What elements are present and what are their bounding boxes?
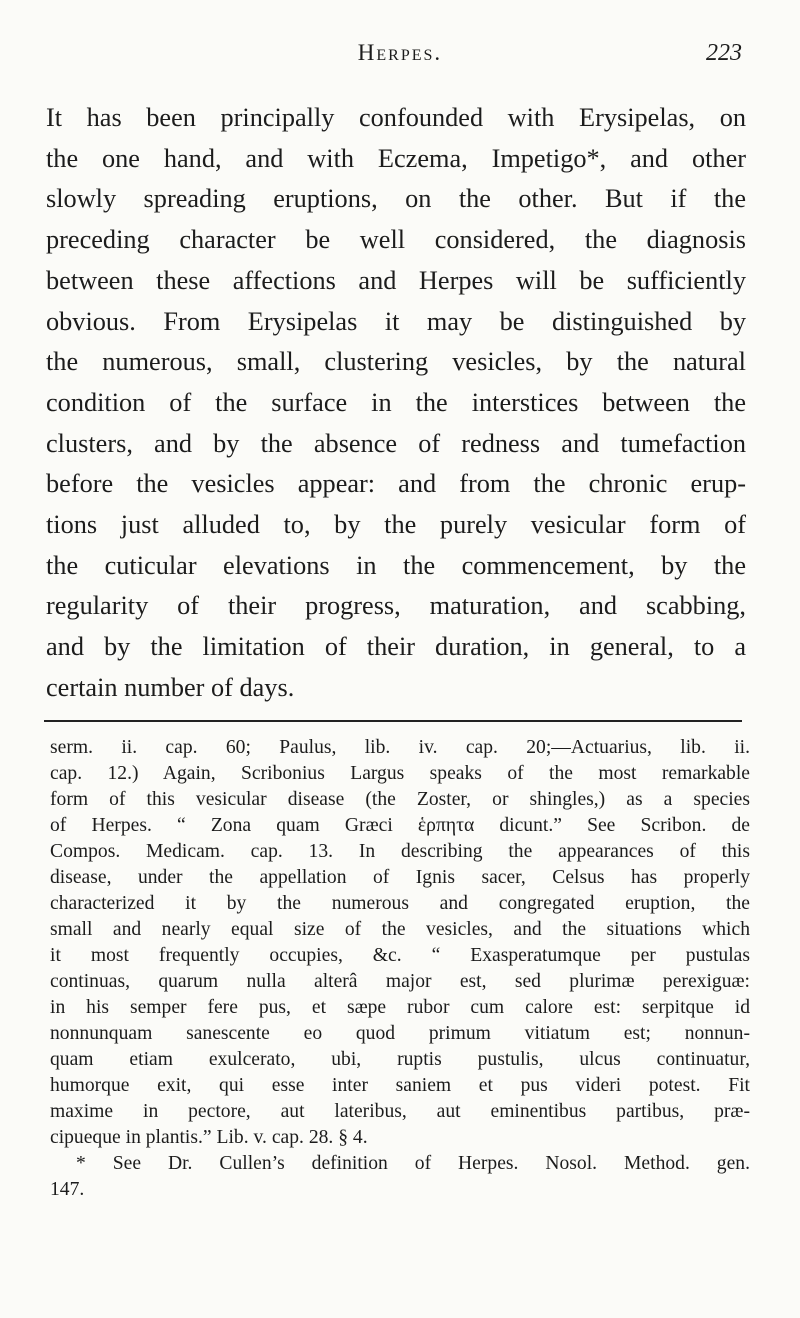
footnote-line: quam etiam exulcerato, ubi, ruptis pustulis, ulcus continuatur, bbox=[50, 1049, 750, 1070]
footnote-line: nonnunquam sanescente eo quod primum vitiatum est; nonnun- bbox=[50, 1023, 750, 1044]
text-line: between these affections and Herpes will be sufficiently bbox=[46, 265, 746, 295]
text-line: the one hand, and with Eczema, Impetigo*, and other bbox=[46, 143, 746, 173]
footnote-divider bbox=[44, 720, 742, 722]
footnote-line: Compos. Medicam. cap. 13. In describing the appearances of this bbox=[50, 841, 750, 862]
footnote-line: continuas, quarum nulla alterâ major est, sed plurimæ perexiguæ: bbox=[50, 971, 750, 992]
text-line: the numerous, small, clustering vesicles, by the natural bbox=[46, 347, 746, 377]
text-line: before the vesicles appear: and from the chronic erup- bbox=[46, 469, 746, 499]
text-line: and by the limitation of their duration, in general, to a bbox=[46, 632, 746, 662]
text-line: slowly spreading eruptions, on the other. But if the bbox=[46, 184, 746, 214]
footnote-line: it most frequently occupies, &c. “ Exasperatumque per pustulas bbox=[50, 945, 750, 966]
text-line: regularity of their progress, maturation, and scabbing, bbox=[46, 591, 746, 621]
text-line: preceding character be well considered, the diagnosis bbox=[46, 225, 746, 255]
running-header-title: Herpes. bbox=[357, 40, 443, 65]
footnote-line: maxime in pectore, aut lateribus, aut eminentibus partibus, præ- bbox=[50, 1101, 750, 1122]
footnote-line: humorque exit, qui esse inter saniem et pus videri potest. Fit bbox=[50, 1075, 750, 1096]
text-line: It has been principally confounded with Erysipelas, on bbox=[46, 103, 746, 132]
text-line: the cuticular elevations in the commencement, by the bbox=[46, 550, 746, 580]
footnotes bbox=[50, 735, 750, 1203]
footnote-line: disease, under the appellation of Ignis sacer, Celsus has properly bbox=[50, 867, 750, 888]
text-line: condition of the surface in the interstices between the bbox=[46, 387, 746, 417]
footnote-line: serm. ii. cap. 60; Paulus, lib. iv. cap. 20;—Actuarius, lib. ii. bbox=[50, 737, 750, 758]
text-line: certain number of days. bbox=[46, 672, 295, 702]
cullen-footnote-line: * See Dr. Cullen’s definition of Herpes. Nosol. Method. gen. bbox=[76, 1153, 750, 1174]
footnote-line: small and nearly equal size of the vesicles, and the situations which bbox=[50, 919, 750, 940]
text-line: clusters, and by the absence of redness and tumefaction bbox=[46, 428, 746, 458]
footnote-line: cipueque in plantis.” Lib. v. cap. 28. § 4. bbox=[50, 1127, 368, 1148]
footnote-line: form of this vesicular disease (the Zoster, or shingles,) as a species bbox=[50, 789, 750, 810]
footnote-line: characterized it by the numerous and congregated eruption, the bbox=[50, 893, 750, 914]
page-number: 223 bbox=[706, 40, 742, 66]
text-line: obvious. From Erysipelas it may be distinguished by bbox=[46, 306, 746, 336]
text-line: tions just alluded to, by the purely vesicular form of bbox=[46, 510, 746, 540]
footnote-line: cap. 12.) Again, Scribonius Largus speaks of the most remarkable bbox=[50, 763, 750, 784]
cullen-footnote-line: 147. bbox=[50, 1179, 85, 1200]
footnote-line: in his semper fere pus, et sæpe rubor cum calore est: serpitque id bbox=[50, 997, 750, 1018]
footnote-line: of Herpes. “ Zona quam Græci ἑρπητα dicunt.” See Scribon. de bbox=[50, 815, 750, 836]
main-text bbox=[46, 98, 746, 709]
